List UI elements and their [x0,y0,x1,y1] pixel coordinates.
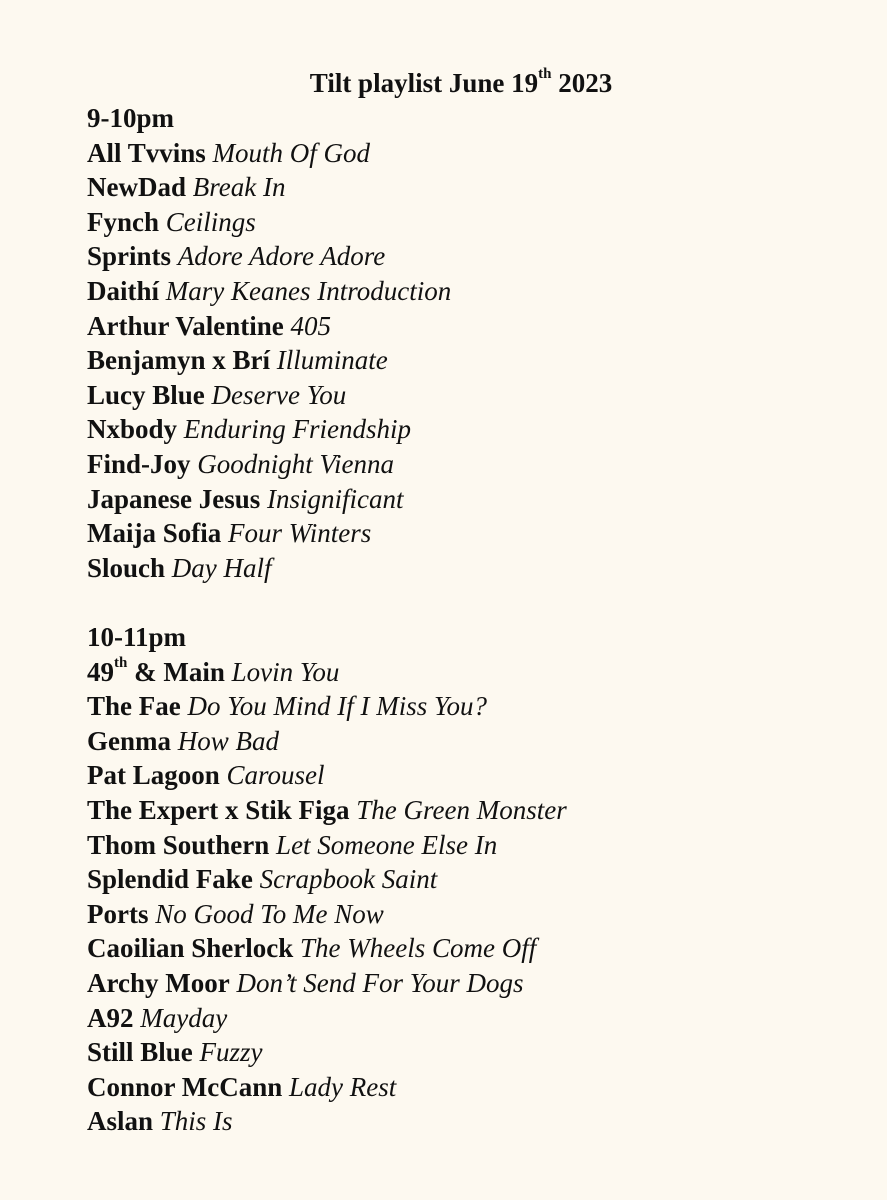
track-song: The Green Monster [356,794,567,825]
section-hour: 9-10pm [87,103,174,133]
track-song: Goodnight Vienna [197,448,395,479]
track-song: No Good To Me Now [155,898,384,929]
track-artist: Aslan [87,1106,154,1137]
track-song: Break In [192,172,286,203]
track-artist: Still Blue [87,1037,193,1068]
track-artist: Splendid Fake [87,864,253,895]
track-song: Mouth Of God [212,137,371,168]
track-row [87,1070,567,1105]
track-artist: Caoilian Sherlock [87,933,294,964]
track-song: How Bad [177,725,279,756]
track-song: Let Someone Else In [276,829,498,860]
track-artist: Lucy Blue [87,379,205,410]
track-row [87,274,451,309]
track-artist: Genma [87,725,171,756]
track-row [87,862,567,897]
track-artist: All Tvvins [87,137,206,168]
track-row [87,655,567,690]
track-artist [87,654,225,687]
track-song: Fuzzy [199,1037,263,1068]
track-row [87,482,451,517]
track-row [87,205,451,240]
track-song: Ceilings [165,206,256,237]
track-row [87,1104,567,1139]
track-row [87,931,567,966]
track-song: Four Winters [228,518,372,549]
track-song: Scrapbook Saint [259,864,438,895]
track-row [87,724,567,759]
track-row [87,412,451,447]
artist-rest: & Main [127,656,225,687]
track-artist: Arthur Valentine [87,310,284,341]
track-song: Day Half [171,552,272,583]
title-year: 2023 [551,68,613,98]
track-artist: A92 [87,1002,134,1033]
track-song: Mary Keanes Introduction [165,275,452,306]
track-artist: Find-Joy [87,448,191,479]
track-song: Insignificant [267,483,404,514]
track-song: The Wheels Come Off [300,933,537,964]
track-row [87,758,567,793]
track-row [87,170,451,205]
track-row [87,239,451,274]
page-title [0,66,887,100]
track-artist: The Expert x Stik Figa [87,794,350,825]
track-artist: Connor McCann [87,1071,283,1102]
track-song: Do You Mind If I Miss You? [187,691,488,722]
track-row [87,309,451,344]
track-artist: Sprints [87,241,172,272]
track-song: Deserve You [211,379,347,410]
track-artist: Archy Moor [87,967,230,998]
track-row [87,689,567,724]
track-row [87,343,451,378]
track-song: Adore Adore Adore [177,241,386,272]
track-artist: Ports [87,898,149,929]
track-song: 405 [290,310,332,341]
track-song: Lovin You [231,656,340,687]
track-artist: Slouch [87,552,166,583]
track-row [87,828,567,863]
track-row [87,793,567,828]
track-artist: Thom Southern [87,829,270,860]
track-row [87,378,451,413]
artist-ordinal-suffix: th [114,654,128,671]
track-row [87,1001,567,1036]
track-song: Don’t Send For Your Dogs [236,967,524,998]
track-song: This Is [159,1106,233,1137]
track-row [87,136,451,171]
track-song: Lady Rest [289,1071,397,1102]
track-artist: Daithí [87,275,160,306]
track-song: Enduring Friendship [183,414,412,445]
title-text: Tilt playlist June 19 [309,68,539,98]
track-row [87,897,567,932]
artist-number: 49 [87,656,114,687]
section-9-10pm [87,101,451,585]
track-artist: Pat Lagoon [87,760,220,791]
title-ordinal-suffix: th [538,66,552,82]
track-row [87,516,451,551]
track-row [87,966,567,1001]
track-artist: Benjamyn x Brí [87,345,271,376]
track-song: Carousel [226,760,325,791]
track-row [87,1035,567,1070]
track-artist: NewDad [87,172,186,203]
track-artist: Fynch [87,206,160,237]
track-artist: Japanese Jesus [87,483,261,514]
track-artist: Maija Sofia [87,518,222,549]
track-song: Illuminate [276,345,388,376]
section-hour: 10-11pm [87,622,187,652]
track-song: Mayday [140,1002,228,1033]
track-artist: The Fae [87,691,181,722]
section-10-11pm [87,620,567,1139]
track-row [87,447,451,482]
track-artist: Nxbody [87,414,178,445]
track-row [87,551,451,586]
